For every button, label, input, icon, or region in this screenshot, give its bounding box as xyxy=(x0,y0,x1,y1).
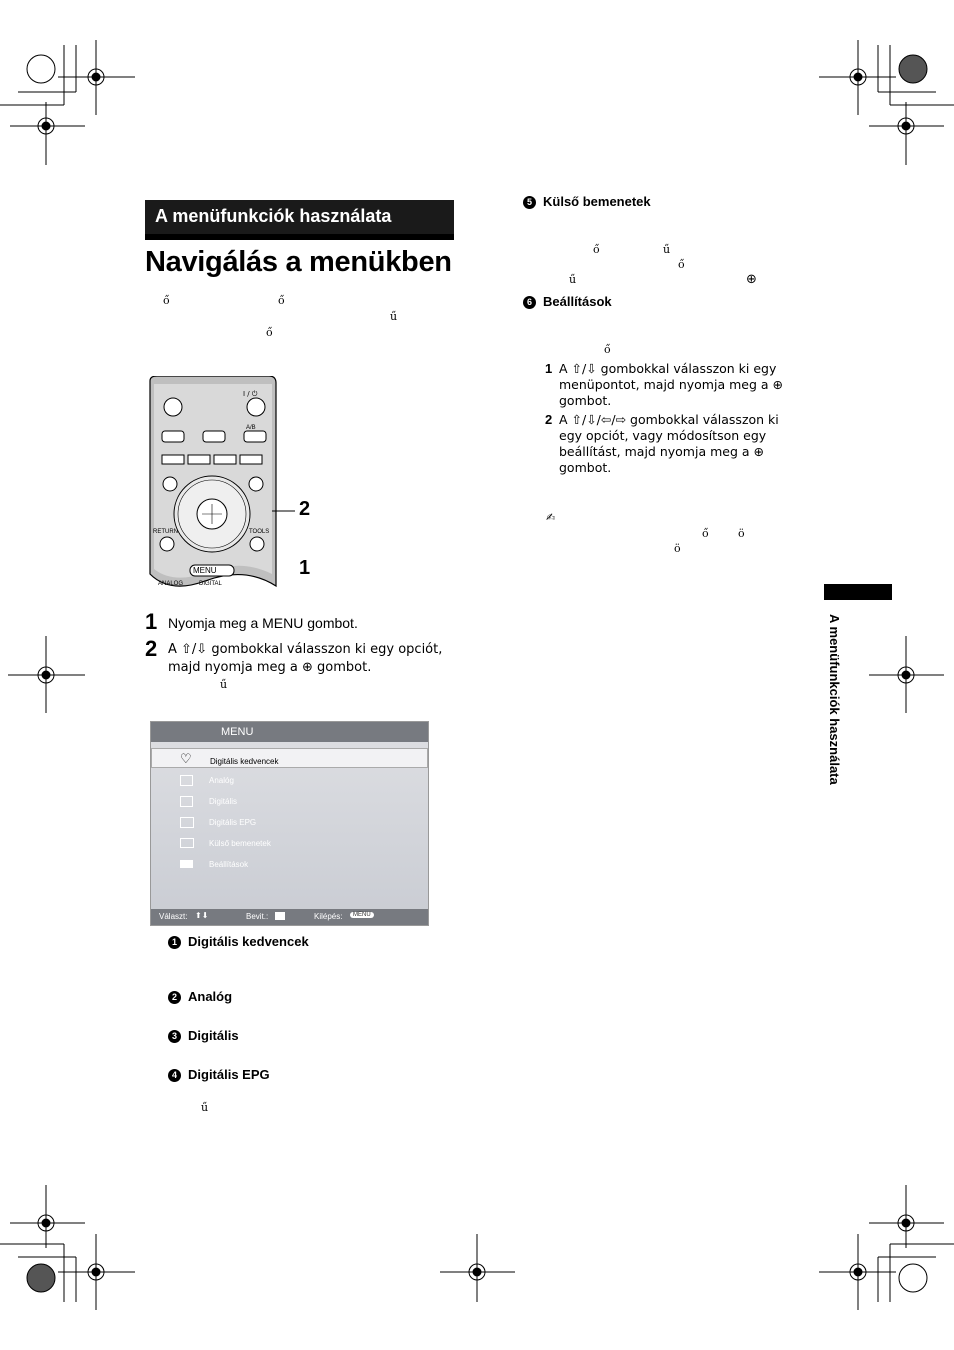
digital-tv-icon xyxy=(180,796,193,807)
item-heading xyxy=(523,294,612,309)
menu-item-label: Külső bemenetek xyxy=(209,839,271,848)
external-input-icon xyxy=(180,838,194,848)
enter-button-icon xyxy=(275,912,285,920)
heart-icon: ♡ xyxy=(180,751,192,766)
circled-number: 5 xyxy=(523,196,536,209)
menu-item-label: Beállítások xyxy=(209,860,249,869)
menu-screen xyxy=(150,721,429,926)
item-heading-label: Digitális EPG xyxy=(188,1067,270,1082)
side-section-label xyxy=(826,614,848,814)
stray-glyph: ő xyxy=(593,243,600,256)
stray-glyph: ű xyxy=(390,310,398,323)
stray-glyph: ő xyxy=(266,326,273,339)
section-title-bar: A menüfunkciók használata xyxy=(145,200,454,234)
callout-1: 1 xyxy=(299,557,311,579)
item-heading xyxy=(523,194,651,209)
stray-glyph: ű xyxy=(569,273,577,286)
remote-ab-label: A/B xyxy=(246,425,256,431)
step-text: Nyomja meg a MENU gombot. xyxy=(168,615,358,631)
footer-select: Választ: xyxy=(159,912,188,921)
item-heading xyxy=(168,1067,270,1082)
menu-item-label: Analóg xyxy=(209,776,234,785)
step-text: A ⇧/⇩ gombokkal válasszon ki egy opciót, xyxy=(168,642,443,657)
sub-step-line: menüpontot, majd nyomja meg a ⊕ xyxy=(559,377,783,392)
callout-2: 2 xyxy=(299,498,311,520)
remote-analog-label: ANALOG xyxy=(158,581,184,587)
stray-glyph: ű xyxy=(663,243,671,256)
sub-step-line: A ⇧/⇩/⇦/⇨ gombokkal válasszon ki xyxy=(559,412,779,427)
stray-glyph: ő xyxy=(702,527,709,540)
menu-item[interactable] xyxy=(151,791,428,811)
sub-step-line: gombot. xyxy=(559,393,612,408)
page-title: Navigálás a menükben xyxy=(145,246,452,278)
menu-item-label: Digitális xyxy=(209,797,238,806)
stray-glyph: ő xyxy=(604,343,611,356)
sub-step-line: A ⇧/⇩ gombokkal válasszon ki egy xyxy=(559,361,777,376)
remote-menu-label: MENU xyxy=(193,566,217,575)
stray-glyph: ö xyxy=(674,542,681,555)
circled-number: 1 xyxy=(168,936,181,949)
epg-list-icon xyxy=(180,817,194,828)
menu-item[interactable] xyxy=(151,748,428,768)
item-heading-label: Külső bemenetek xyxy=(543,194,651,209)
menu-badge: MENU xyxy=(350,912,374,918)
circled-number: 2 xyxy=(168,991,181,1004)
step-number: 2 xyxy=(145,636,158,661)
remote-control-illustration xyxy=(145,376,325,596)
sub-step-line: beállítást, majd nyomja meg a ⊕ xyxy=(559,444,764,459)
step-number: 1 xyxy=(145,609,158,634)
stray-glyph: ö xyxy=(738,527,745,540)
stray-glyph: ű xyxy=(220,678,228,691)
remote-power-label: I / ⏻ xyxy=(243,390,258,398)
stray-glyph: ő xyxy=(163,294,170,307)
sub-step-number: 2 xyxy=(545,412,553,427)
footer-exit: Kilépés: xyxy=(314,912,343,921)
toolbox-icon xyxy=(180,860,193,868)
sub-step-text xyxy=(559,361,783,409)
stray-glyph: ű xyxy=(201,1101,209,1114)
remote-return-label: RETURN xyxy=(153,529,178,535)
side-tab-marker xyxy=(824,584,892,600)
menu-footer xyxy=(151,909,428,925)
enter-button-icon: ⊕ xyxy=(746,272,757,287)
pencil-note-icon: ✍ xyxy=(546,511,556,524)
item-heading-label: Digitális kedvencek xyxy=(188,934,309,949)
menu-item[interactable] xyxy=(151,812,428,832)
remote-digital-label: DIGITAL xyxy=(199,581,222,587)
sub-step-text xyxy=(559,412,779,476)
menu-item[interactable] xyxy=(151,770,428,790)
item-heading xyxy=(168,934,309,949)
side-label-text: A menüfunkciók használata xyxy=(827,614,842,785)
menu-item[interactable] xyxy=(151,854,428,874)
menu-header xyxy=(151,722,428,742)
item-heading xyxy=(168,1028,239,1043)
circled-number: 6 xyxy=(523,296,536,309)
sub-step-number: 1 xyxy=(545,361,553,376)
item-heading-label: Analóg xyxy=(188,989,233,1004)
menu-item-label: Digitális kedvencek xyxy=(210,757,279,766)
circled-number: 4 xyxy=(168,1069,181,1082)
menu-item[interactable] xyxy=(151,833,428,853)
section-title-underline xyxy=(145,234,454,240)
stray-glyph: ő xyxy=(678,258,685,271)
footer-enter: Bevit.: xyxy=(246,912,269,921)
circled-number: 3 xyxy=(168,1030,181,1043)
menu-item-label: Digitális EPG xyxy=(209,818,257,827)
menu-title: MENU xyxy=(221,726,254,738)
sub-step-line: egy opciót, vagy módosítson egy xyxy=(559,428,767,443)
item-heading-label: Beállítások xyxy=(543,294,612,309)
analog-tv-icon xyxy=(180,775,193,786)
remote-tools-label: TOOLS xyxy=(249,529,270,535)
sub-step-line: gombot. xyxy=(559,460,612,475)
stray-glyph: ő xyxy=(278,294,285,307)
step-text: majd nyomja meg a ⊕ gombot. xyxy=(168,660,372,675)
up-down-arrows-icon: ⬆⬇ xyxy=(195,911,209,920)
item-heading xyxy=(168,989,232,1004)
item-heading-label: Digitális xyxy=(188,1028,239,1043)
